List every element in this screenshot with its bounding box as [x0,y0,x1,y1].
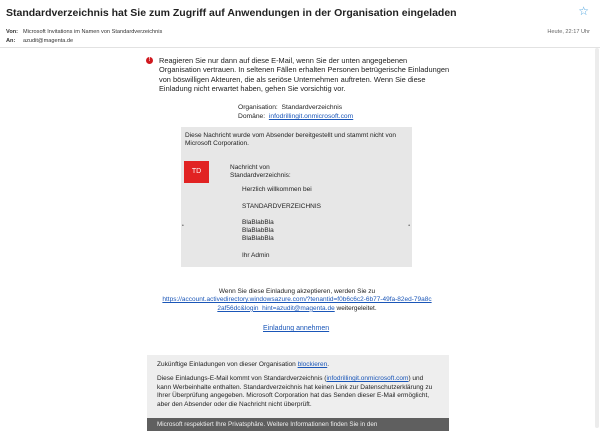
domain-link[interactable]: infodrillingit.onmicrosoft.com [268,113,354,120]
footer-domain-link[interactable]: infodrillingit.onmicrosoft.com [326,375,409,383]
domain-label: Domäne: [238,113,266,120]
signature-text: Ihr Admin [242,252,270,259]
acceptance-before: Wenn Sie diese Einladung akzeptieren, werden Sie zu [218,288,376,295]
footer-note-after: ) und kann Werbeinhalte enthalten. Standardverzeichnis hat keinen Link zur Datenschutzerklärung zu Ihrer Überprüfung angegeben. Microsoft Corporation hat das Senden dieser E-Mail ermöglicht, aber den Absender oder die Nachricht nicht überprüft. [157,375,433,408]
header-divider [0,47,600,48]
alert-icon: ! [146,57,153,64]
accept-invitation-link[interactable]: Einladung annehmen [263,325,330,332]
footer-note [157,375,439,409]
redirect-url-link[interactable]: https://account.activedirectory.windowsazure.com/?tenantid=f0b6c6c2-6b77-49fa-82ed-79a8c2af56dc&login_hint=azudit@magenta.de [162,296,432,312]
privacy-banner: Microsoft respektiert Ihre Privatsphäre. Weitere Informationen finden Sie in den [147,418,449,431]
block-text: Zukünftige Einladungen von dieser Organisation [157,361,296,368]
welcome-text: Herzlich willkommen bei [242,186,312,193]
block-row [157,361,439,369]
bla-line: BlaBlabBla [242,227,274,235]
message-intro: Diese Nachricht wurde vom Absender bereitgestellt und stammt nicht von Microsoft Corporation. [185,132,396,148]
email-date: Heute, 22:17 Uhr [547,29,590,35]
from-value: Microsoft Invitations im Namen von Standardverzeichnis [23,29,163,35]
organization-info [238,103,353,121]
star-outline-icon[interactable]: ☆ [578,4,589,18]
bla-line: BlaBlabBla [242,235,274,243]
from-label: Von: [6,29,19,35]
bla-lines [242,219,274,244]
org-value: Standardverzeichnis [281,104,343,111]
domain-row [238,112,353,121]
from-row [6,29,162,35]
bullet-right: • [408,223,410,229]
email-subject: Standardverzeichnis hat Sie zum Zugriff auf Anwendungen in der Organisation eingeladen [6,7,457,19]
scrollbar[interactable] [595,48,599,428]
message-from [230,164,291,180]
warning-text: Reagieren Sie nur dann auf diese E-Mail, wenn Sie der unten angegebenen Organisation vertrauen. In seltenen Fällen erhalten Personen betrügerische Einladungen von böswilligen Akteuren, die als seriöse Unternehmen auftreten. Wenn Sie diese Einladung nicht erwartet haben, gehen Sie vorsichtig vor. [159,56,450,94]
message-from-line1: Nachricht von [230,164,270,171]
avatar: TD [184,161,209,183]
acceptance-text [161,288,433,313]
warning-notice [146,56,450,94]
org-caps-text: STANDARDVERZEICHNIS [242,203,321,210]
message-from-line2: Standardverzeichnis: [230,172,291,180]
to-value: azudit@magenta.de [23,38,74,44]
to-row [6,38,73,44]
block-period: . [327,361,330,368]
sender-message-box [181,127,412,267]
org-row [238,103,353,112]
org-label: Organisation: [238,104,278,111]
footer-note-before: Diese Einladungs-E-Mail kommt von Standardverzeichnis ( [157,375,327,383]
bullet-left: • [182,223,184,229]
bla-line: BlaBlabBla [242,219,274,226]
to-label: An: [6,38,16,44]
block-link[interactable]: blockieren [297,361,328,368]
acceptance-after: weitergeleitet. [336,304,377,312]
